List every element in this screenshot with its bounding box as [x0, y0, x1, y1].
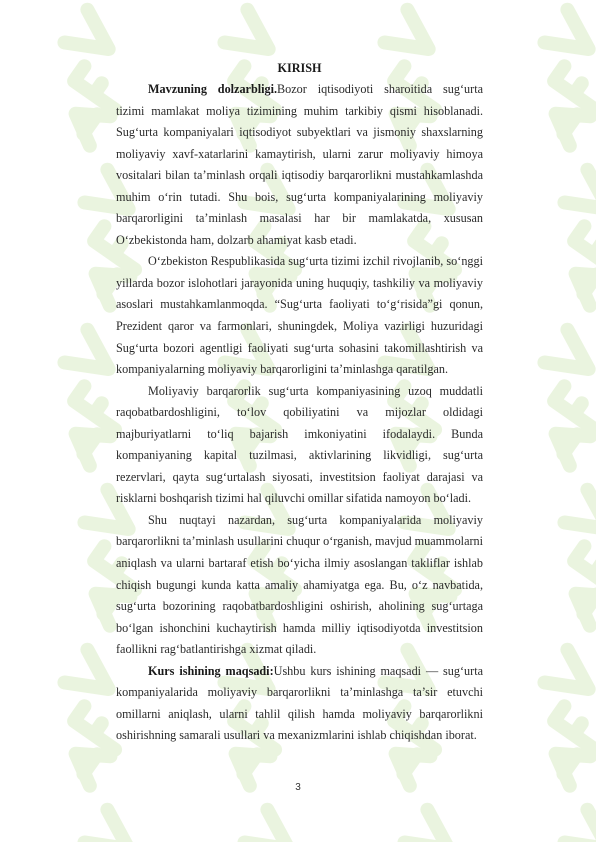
paragraph-text: O‘zbekiston Respublikasida sug‘urta tizimi izchil rivojlanib, so‘nggi yillarda bozor islohotlari jarayonida uning huquqiy, tashkiliy va moliyaviy asoslari mustahkamlanmoqda. “Sug‘urta faoliyati to‘g‘risida”gi qonun, Prezident qaror va farmonlari, shuningdek, Moliya vazirligi huzuridagi Sug‘urta bozori agentligi faoliyati sug‘urta sohasini takomillashtirish va kompaniyalarning moliyaviy barqarorligini ta’minlashga qaratilgan.	[116, 254, 483, 377]
watermark-glyph	[204, 810, 333, 842]
section-title: KIRISH	[277, 61, 322, 75]
watermark-glyph	[504, 330, 596, 466]
paragraph-goal	[116, 661, 483, 747]
paragraph-stability	[116, 381, 483, 510]
watermark-glyph	[364, 810, 493, 842]
document-body	[116, 58, 483, 747]
paragraph-relevance	[116, 79, 483, 251]
watermark-glyph	[504, 650, 596, 786]
page-number: 3	[295, 782, 301, 793]
watermark-glyph	[524, 170, 596, 306]
watermark-glyph	[44, 810, 173, 842]
paragraph-lead: Mavzuning dolzarbligi.	[148, 82, 278, 96]
watermark-glyph	[504, 10, 596, 146]
paragraph-text: Ushbu kurs ishining maqsadi — sug‘urta kompaniyalarida moliyaviy barqarorlikni ta’minlashga ta’sir etuvchi omillarni aniqlash, ularni tahlil qilish hamda moliyaviy barqarorlikni oshirishning samarali usullari va mexanizmlarini ishlab chiqishdan iborat.	[116, 663, 483, 743]
paragraph-legal-basis	[116, 251, 483, 380]
watermark-glyph	[524, 810, 596, 842]
paragraph-text: Moliyaviy barqarorlik sug‘urta kompaniyasining uzoq muddatli raqobatbardoshligini, to‘lov qobiliyatini va mijozlar oldidagi majburiyatlarni to‘liq bajarish imkoniyatini ifodalaydi. Bunda kompaniyaning kapital tuzilmasi, aktivlarining likvidligi, sug‘urta rezervlari, qayta sug‘urtalash siyosati, investitsion faoliyat darajasi va risklarni boshqarish tizimi hal qiluvchi omillar sifatida namoyon bo‘ladi.	[116, 383, 483, 506]
paragraph-importance	[116, 510, 483, 661]
paragraph-text: Shu nuqtayi nazardan, sug‘urta kompaniyalarida moliyaviy barqarorlikni ta’minlash usullarini chuqur o‘rganish, mavjud muammolarni aniqlash va ularni bartaraf etish bo‘yicha ilmiy asoslangan takliflar ishlab chiqish bugungi kunda katta amaliy ahamiyatga ega. Bu, o‘z navbatida, sug‘urta bozorining raqobatbardoshligini oshirish, aholining sug‘urtaga bo‘lgan ishonchini kuchaytirish hamda milliy iqtisodiyotda investitsion faollikni rag‘batlantirishga xizmat qiladi.	[116, 512, 484, 657]
watermark-glyph	[524, 490, 596, 626]
paragraph-lead: Kurs ishining maqsadi:	[148, 663, 274, 678]
paragraph-text: Bozor iqtisodiyoti sharoitida sug‘urta tizimi mamlakat moliya tizimining muhim tarkibiy qismi hisoblanadi. Sug‘urta kompaniyalari iqtisodiyot subyektlari va jismoniy shaxslarning moliyaviy xavf-xatarlarini kamaytirish, ularni zarur moliyaviy himoya vositalari bilan ta’minlash orqali iqtisodiy barqarorlikni mustahkamlashda muhim o‘rin tutadi. Shu bois, sug‘urta kompaniyalarining moliyaviy barqarorligini ta’minlash masalasi har bir mamlakatda, xususan O‘zbekistonda ham, dolzarb ahamiyat kasb etadi.	[116, 82, 483, 247]
